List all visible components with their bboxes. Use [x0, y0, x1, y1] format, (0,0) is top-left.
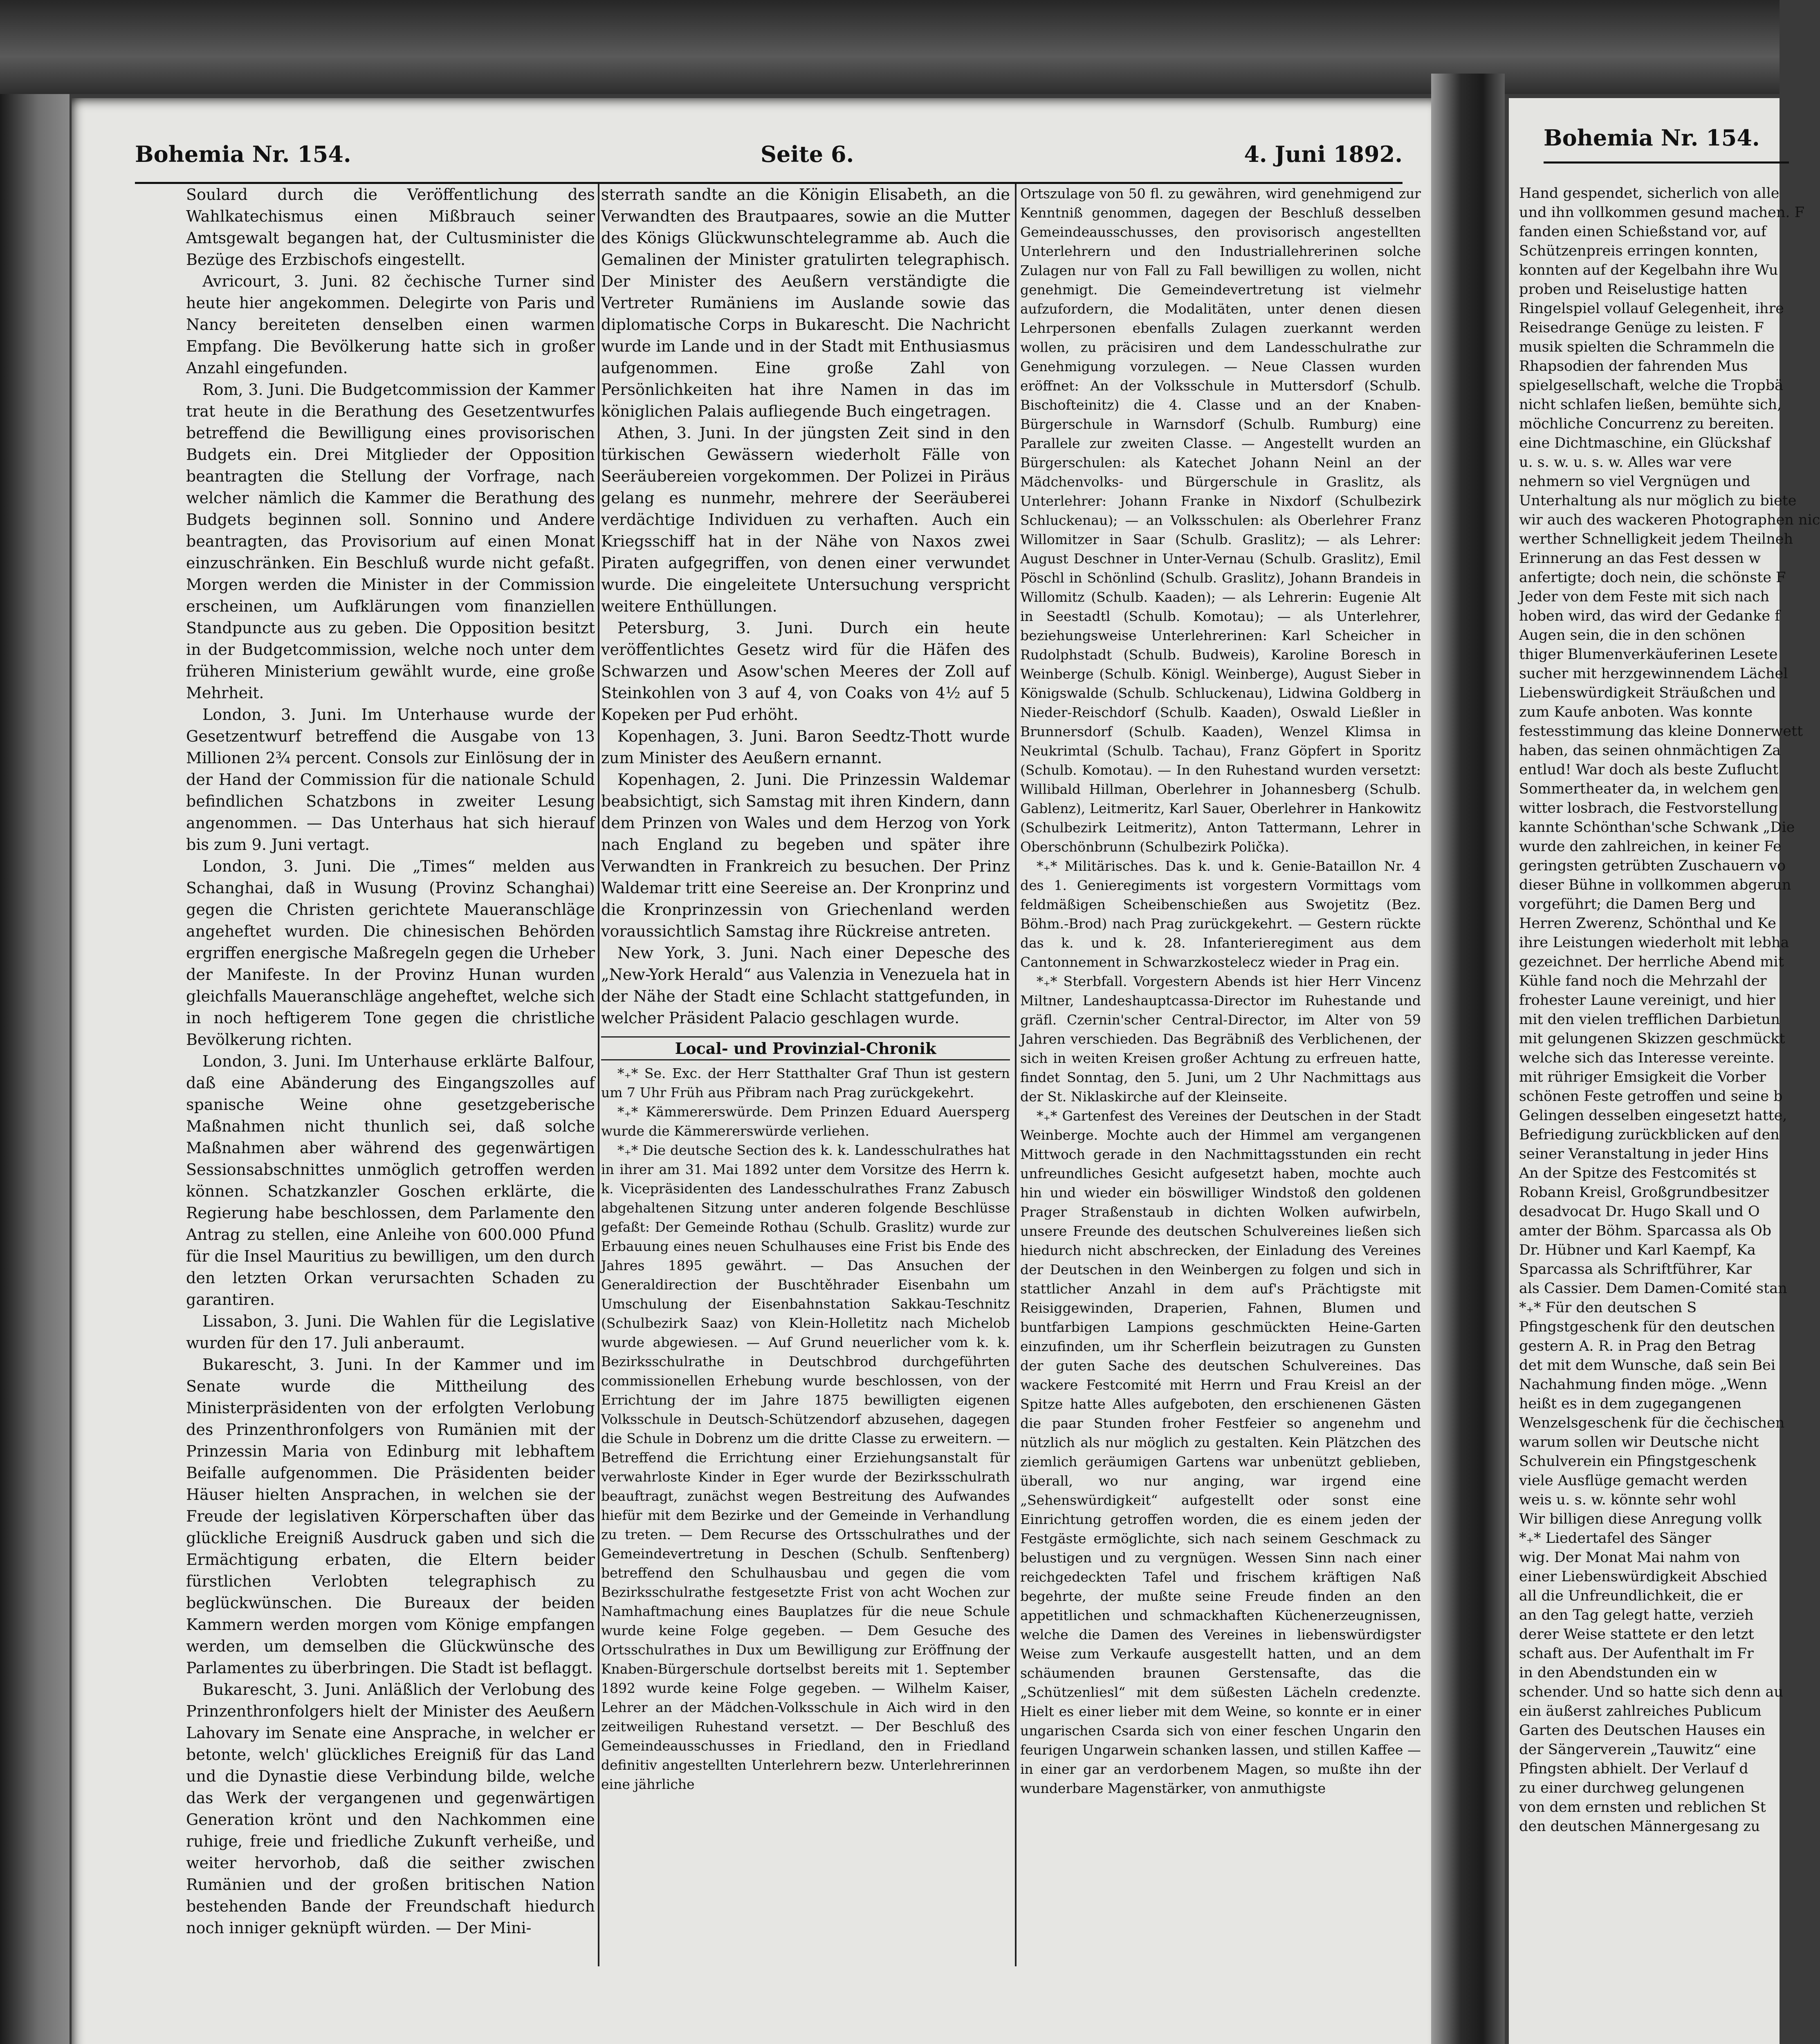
- text-line: festesstimmung das kleine Donnerwett: [1519, 723, 1803, 740]
- article-paragraph: *₊* Sterbfall. Vorgestern Abends ist hier Herr Vincenz Miltner, Landeshauptcassa-Director im Ruhestande und gräfl. Czernin'scher Central-Director, im Alter von 59 Jahren verschieden. Das Begräbniß des Verblichenen, der sich in weiten Kreisen großer Achtung zu erfreuen hatte, findet Sonntag, den 5. Juni, um 2 Uhr Nachmittags aus der St. Niklaskirche auf der Kleinseite.: [1020, 973, 1421, 1105]
- text-line: ein äußerst zahlreiches Publicum: [1519, 1703, 1762, 1719]
- article-paragraph: Ortszulage von 50 fl. zu gewähren, wird genehmigend zur Kenntniß genommen, dagegen der Beschluß desselben Gemeindeausschusses, den provisorisch angestellten Unterlehrern und den Industriallehrerinen solche Zulagen nur von Fall zu Fall bewilligen zu wollen, nicht genehmigt. Die Gemeindevertretung ist vielmehr aufzufordern, die Modalitäten, unter denen diesen Lehrpersonen ebenfalls Zulagen zuerkannt werden wollen, zu präcisiren und dem Landesschulrathe zur Genehmigung vorzulegen. — Neue Classen wurden eröffnet: An der Volksschule in Muttersdorf (Schulb. Bischofteinitz) die 4. Classe und an der Knaben-Bürgerschule in Warnsdorf (Schulb. Rumburg) eine Parallele zur zweiten Classe. — Angestellt wurden an Bürgerschulen: als Katechet Johann Neinl an der Mädchenvolks- und Bürgerschule in Graslitz, als Unterlehrer: Johann Franke in Nixdorf (Schulbezirk Schluckenau); — an Volksschulen: als Oberlehrer Franz Willomitzer in Saar (Schulb. Graslitz); — als Lehrer: August Deschner in Unter-Vernau (Schulb. Graslitz), Emil Pöschl in Schönlind (Schulb. Graslitz), Johann Brandeis in Willomitz (Schulb. Kaaden); — als Lehrerin: Eugenie Alt in Seestadtl (Schulb. Komotau); — als Unterlehrer, beziehungsweise Unterlehrerinen: Karl Scheicher in Rudolphstadt (Schulb. Budweis), Karoline Boresch in Weinberge (Schulb. Königl. Weinberge), August Sieber in Königswalde (Schulb. Schluckenau), Lidwina Goldberg in Nieder-Reischdorf (Schulb. Kaaden), Oswald Ließler in Brunnersdorf (Schulb. Kaaden), Wenzel Klimsa in Neukrimtal (Schulb. Tachau), Franz Göpfert in Sporitz (Schulb. Komotau). — In den Ruhestand wurden versetzt: Willibald Hillman, Oberlehrer in Johannesberg (Schulb. Gablenz), Leitmeritz, Karl Sauer, Oberlehrer in Hankowitz (Schulbezirk Leitmeritz), Anton Tattermann, Lehrer in Oberschönbrunn (Schulbezirk Polička).: [1020, 186, 1421, 855]
- article-paragraph: Rom, 3. Juni. Die Budgetcommission der Kammer trat heute in die Berathung des Gesetzentwurfes betreffend die Bewilligung eines provisorischen Budgets ein. Drei Mitglieder der Opposition beantragten die Stellung der Vorfrage, nach welcher nämlich die Kammer die Berathung des Budgets beginnen soll. Sonnino und Andere beantragten, das Provisorium auf einen Monat einzuschränken. Ein Beschluß wurde nicht gefaßt. Morgen werden die Minister in der Commission erscheinen, um Aufklärungen vom finanziellen Standpuncte aus zu geben. Die Opposition besitzt in der Budgetcommission, welche noch unter dem früheren Ministerium gewählt wurde, eine große Mehrheit.: [186, 381, 595, 702]
- section-heading: Local- und Provinzial-Chronik: [601, 1036, 1010, 1060]
- article-paragraph: Soulard durch die Veröffentlichung des Wahlkatechismus einen Mißbrauch seiner Amtsgewalt begangen hat, der Cultusminister die Bezüge des Erzbischofs eingestellt.: [186, 186, 595, 269]
- article-paragraph: Kopenhagen, 3. Juni. Baron Seedtz-Thott wurde zum Minister des Aeußern ernannt.: [601, 727, 1010, 767]
- text-line: Rhapsodien der fahrenden Mus: [1519, 358, 1748, 374]
- text-line: hoben wird, das wird der Gedanke f: [1519, 608, 1780, 624]
- text-line: Pfingsten abhielt. Der Verlauf d: [1519, 1761, 1748, 1777]
- text-line: welche sich das Interesse vereinte.: [1519, 1050, 1775, 1066]
- article-paragraph: *₊* Gartenfest des Vereines der Deutschen in der Stadt Weinberge. Mochte auch der Himmel am vergangenen Mittwoch gerade in den Nachmittagsstunden ein recht unfreundliches Gesicht aufgesetzt haben, mochte auch hin und wieder ein böswilliger Windstoß den goldenen Prager Straßenstaub in dichten Wolken aufwirbeln, unsere Freunde des deutschen Schulvereines ließen sich hiedurch nicht abschrecken, der Einladung des Vereines der Deutschen in den Weinbergen zu folgen und sich in stattlicher Anzahl in dem auf's Prächtigste mit Reisiggewinden, Draperien, Fahnen, Blumen und buntfarbigen Lampions geschmückten Heine-Garten einzufinden, um ihr Scherflein beizutragen zu Gunsten der guten Sache des deutschen Schulvereines. Das wackere Festcomité mit Herrn und Frau Kreisl an der Spitze hatte Alles aufgeboten, den erschienenen Gästen die paar Stunden froher Festfeier so angenehm und nützlich als nur möglich zu gestalten. Kein Plätzchen des ziemlich geräumigen Gartens war unbenützt geblieben, überall, wo nur anging, war irgend eine „Sehenswürdigkeit“ aufgestellt oder sonst eine Einrichtung getroffen worden, die es einem jeden der Festgäste ermöglichte, sich nach seinem Geschmack zu belustigen und zu vergnügen. Wessen Sinn nach einer reichgedeckten Tafel und frischem kräftigen Naß begehrte, der mußte seine Freude finden an den appetitlichen und schmackhaften Küchenerzeugnissen, welche die Damen des Vereines in liebenswürdigster Weise zum Verkaufe ausgestellt hatten, und an dem schäumenden braunen Gerstensafte, das die „Schützenliesl“ mit dem süßesten Lächeln credenzte. Hielt es einer lieber mit dem Weine, so konnte er in einer ungarischen Csarda sich von einer feschen Ungarin den feurigen Ungarwein schanken lassen, und stillen Kaffee — in einer gar an verdorbenem Magen, so mußte ihn der wunderbare Magenstärker, von anmuthigste: [1020, 1108, 1421, 1796]
- text-line: Erinnerung an das Fest dessen w: [1519, 550, 1761, 567]
- text-line: vorgeführt; die Damen Berg und: [1519, 896, 1756, 912]
- text-line: in den Abendstunden ein w: [1519, 1665, 1717, 1681]
- text-line: Kühle fand noch die Mehrzahl der: [1519, 973, 1767, 989]
- text-line: heißt es in dem zugegangenen: [1519, 1396, 1741, 1412]
- text-line: amter der Böhm. Sparcassa als Ob: [1519, 1223, 1772, 1239]
- right-page-header: Bohemia Nr. 154.: [1544, 125, 1789, 164]
- text-line: der Sängerverein „Tauwitz“ eine: [1519, 1741, 1756, 1758]
- text-line: haben, das seinen ohnmächtigen Za: [1519, 742, 1781, 759]
- text-line: spielgesellschaft, welche die Tropbä: [1519, 377, 1783, 394]
- article-paragraph: Athen, 3. Juni. In der jüngsten Zeit sind in den türkischen Gewässern wiederholt Fälle von Seeräubereien vorgekommen. Der Polizei in Piräus gelang es nunmehr, mehrere der Seeräuberei verdächtige Individuen zu verhaften. Auch ein Kriegsschiff hat in der Nähe von Naxos zwei Piraten aufgegriffen, von denen einer verwundet wurde. Die eingeleitete Untersuchung verspricht weitere Enthüllungen.: [601, 424, 1010, 615]
- text-line: schönen Feste getroffen und seine b: [1519, 1088, 1783, 1105]
- text-line: desadvocat Dr. Hugo Skall und O: [1519, 1204, 1760, 1220]
- article-paragraph: New York, 3. Juni. Nach einer Depesche des „New-York Herald“ aus Valenzia in Venezuela hat in der Nähe der Stadt eine Schlacht stattgefunden, in welcher Präsident Palacio geschlagen wurde.: [601, 944, 1010, 1027]
- text-line: Ringelspiel vollauf Gelegenheit, ihre: [1519, 300, 1784, 317]
- text-line: Pfingstgeschenk für den deutschen: [1519, 1319, 1775, 1335]
- article-paragraph: Petersburg, 3. Juni. Durch ein heute veröffentlichtes Gesetz wird für die Häfen des Schwarzen und Asow'schen Meeres der Zoll auf Steinkohlen von 3 auf 4, von Coaks von 4½ auf 5 Kopeken per Pud erhöht.: [601, 619, 1010, 724]
- text-line: wir auch des wackeren Photographen nic: [1519, 512, 1820, 528]
- text-line: musik spielten die Schrammeln die: [1519, 339, 1775, 355]
- text-line: weis u. s. w. könnte sehr wohl: [1519, 1492, 1737, 1508]
- article-paragraph: Kopenhagen, 2. Juni. Die Prinzessin Waldemar beabsichtigt, sich Samstag mit ihren Kindern, dann dem Prinzen von Wales und dem Herzog von York nach England zu begeben und später ihre Verwandten in Frankreich zu besuchen. Der Prinz Waldemar tritt eine Seereise an. Der Kronprinz und die Kronprinzessin von Griechenland werden voraussichtlich Samstag ihre Rückreise antreten.: [601, 771, 1010, 940]
- text-line: an den Tag gelegt hatte, verzieh: [1519, 1607, 1754, 1623]
- article-paragraph: Bukarescht, 3. Juni. Anläßlich der Verlobung des Prinzenthronfolgers hielt der Minister des Aeußern Lahovary im Senate eine Ansprache, in welcher er betonte, welch' glückliches Ereigniß für das Land und die Dynastie diese Verbindung bilde, welche das Werk der vergangenen und gegenwärtigen Generation krönt und den Nachkommen eine ruhige, freie und friedliche Zukunft verheiße, und weiter hervorhob, daß die seither zwischen Rumänien und der großen britischen Nation bestehenden Bande der Freundschaft hiedurch noch inniger geknüpft würden. — Der Mini-: [186, 1681, 595, 1937]
- text-line: dieser Bühne in vollkommen abgerun: [1519, 877, 1791, 893]
- text-line: anfertigte; doch nein, die schönste F: [1519, 569, 1786, 586]
- text-line: Sparcassa als Schriftführer, Kar: [1519, 1261, 1752, 1278]
- header-paper-name: Bohemia Nr. 154.: [135, 141, 351, 167]
- scan-background-top: [0, 0, 1780, 94]
- text-line: Herren Zwerenz, Schönthal und Ke: [1519, 915, 1776, 932]
- text-line: eine Dichtmaschine, ein Glückshaf: [1519, 435, 1771, 451]
- article-paragraph: Bukarescht, 3. Juni. In der Kammer und im Senate wurde die Mittheilung des Ministerpräsidenten von der erfolgten Verlobung des Prinzenthronfolgers von Rumänien mit der Prinzessin Maria von Edinburg mit lebhaftem Beifalle aufgenommen. Die Präsidenten beider Häuser hielten Ansprachen, in welchen sie der Freude der legislativen Körperschaften über das glückliche Ereigniß Ausdruck gaben und sich die Ermächtigung erbaten, die Eltern beider fürstlichen Verlobten telegraphisch zu beglückwünschen. Die Bureaux der beiden Kammern werden morgen vom Könige empfangen werden, um demselben die Glückwünsche des Parlamentes zu überbringen. Die Stadt ist beflaggt.: [186, 1356, 595, 1677]
- text-line: Nachahmung finden möge. „Wenn: [1519, 1376, 1767, 1393]
- article-paragraph: London, 3. Juni. Im Unterhause wurde der Gesetzentwurf betreffend die Ausgabe von 13 Millionen 2¾ percent. Consols zur Einlösung der in der Hand der Commission für die nationale Schuld befindlichen Schatzbons in zweiter Lesung angenommen. — Das Unterhaus hat sich hierauf bis zum 9. Juni vertagt.: [186, 706, 595, 854]
- text-line: *₊* Liedertafel des Sänger: [1519, 1530, 1711, 1546]
- article-paragraph: *₊* Kämmererswürde. Dem Prinzen Eduard Auersperg wurde die Kämmererswürde verliehen.: [601, 1104, 1010, 1139]
- text-line: Wir billigen diese Anregung vollk: [1519, 1511, 1762, 1527]
- text-line: derer Weise stattete er den letzt: [1519, 1626, 1754, 1643]
- text-line: thiger Blumenverkäuferinen Lesete: [1519, 646, 1778, 663]
- text-line: werther Schnelligkeit jedem Theilneh: [1519, 531, 1793, 547]
- header-date: 4. Juni 1892.: [1244, 141, 1403, 167]
- text-line: witter losbrach, die Festvorstellung: [1519, 800, 1778, 816]
- text-line: warum sollen wir Deutsche nicht: [1519, 1434, 1759, 1450]
- article-paragraph: Avricourt, 3. Juni. 82 čechische Turner sind heute hier angekommen. Delegirte von Paris und Nancy bereiteten denselben einen warmen Empfang. Die Bevölkerung hatte sich in großer Anzahl eingefunden.: [186, 272, 595, 377]
- text-line: *₊* Für den deutschen S: [1519, 1300, 1697, 1316]
- text-line: und ihn vollkommen gesund machen. F: [1519, 204, 1804, 221]
- column-rule: [1015, 184, 1017, 1966]
- text-line: Sommertheater da, in welchem gen: [1519, 781, 1779, 797]
- text-line: schender. Und so hatte sich denn au: [1519, 1684, 1783, 1700]
- text-line: zu einer durchweg gelungenen: [1519, 1780, 1745, 1796]
- text-line: Robann Kreisl, Großgrundbesitzer: [1519, 1184, 1769, 1201]
- text-line: den deutschen Männergesang zu: [1519, 1818, 1760, 1835]
- text-line: Liebenswürdigkeit Sträußchen und: [1519, 685, 1776, 701]
- text-line: wurde den zahlreichen, in keiner Fe: [1519, 838, 1782, 855]
- text-line: Garten des Deutschen Hauses ein: [1519, 1722, 1766, 1739]
- column-1: [186, 184, 595, 1966]
- text-line: Hand gespendet, sicherlich von alle: [1519, 185, 1780, 202]
- text-line: proben und Reiselustige hatten: [1519, 281, 1748, 298]
- text-line: wig. Der Monat Mai nahm von: [1519, 1549, 1740, 1566]
- text-line: ihre Leistungen wiederholt mit lebha: [1519, 935, 1789, 951]
- text-line: mit den vielen trefflichen Darbietun: [1519, 1011, 1780, 1028]
- column-rule: [598, 184, 599, 1966]
- column-2: [601, 184, 1010, 1966]
- text-line: Befriedigung zurückblicken auf den: [1519, 1127, 1780, 1143]
- text-line: sucher mit herzgewinnendem Lächel: [1519, 666, 1788, 682]
- column-3: [1020, 184, 1421, 1966]
- text-line: all die Unfreundlichkeit, die er: [1519, 1588, 1743, 1604]
- text-line: Wenzelsgeschenk für die čechischen: [1519, 1415, 1785, 1431]
- text-line: kannte Schönthan'sche Schwank „Die: [1519, 819, 1795, 836]
- text-line: Schulverein ein Pfingstgeschenk: [1519, 1453, 1756, 1470]
- text-line: Unterhaltung als nur möglich zu biete: [1519, 493, 1797, 509]
- column-4-cropped: [1519, 184, 1820, 1966]
- text-line: Schützenpreis erringen konnten,: [1519, 243, 1759, 259]
- text-line: möchliche Concurrenz zu bereiten.: [1519, 416, 1774, 432]
- text-line: als Cassier. Dem Damen-Comité stan: [1519, 1280, 1787, 1297]
- article-paragraph: sterrath sandte an die Königin Elisabeth, an die Verwandten des Brautpaares, sowie an die Mutter des Königs Glückwunschtelegramme ab. Auch die Gemalinen der Minister gratulirten telegraphisch. Der Minister des Aeußern verständigte die Vertreter Rumäniens im Auslande sowie das diplomatische Corps in Bukarescht. Die Nachricht wurde im Lande und in der Stadt mit Enthusiasmus aufgenommen. Eine große Zahl von Persönlichkeiten hat ihre Namen in das im königlichen Palais aufliegende Buch eingetragen.: [601, 186, 1010, 420]
- text-line: viele Ausflüge gemacht werden: [1519, 1472, 1748, 1489]
- text-line: entlud! War doch als beste Zuflucht: [1519, 762, 1779, 778]
- header-page-number: Seite 6.: [761, 141, 854, 167]
- text-line: Jeder von dem Feste mit sich nach: [1519, 589, 1770, 605]
- text-line: u. s. w. u. s. w. Alles war vere: [1519, 454, 1732, 471]
- text-line: schaft aus. Der Aufenthalt im Fr: [1519, 1645, 1754, 1662]
- scan-background-left: [0, 94, 70, 2044]
- text-line: zum Kaufe anboten. Was konnte: [1519, 704, 1753, 720]
- text-line: frohester Laune vereinigt, und hier: [1519, 992, 1776, 1009]
- text-line: nehmern so viel Vergnügen und: [1519, 473, 1750, 490]
- text-line: nicht schlafen ließen, bemühte sich,: [1519, 397, 1782, 413]
- article-paragraph: *₊* Militärisches. Das k. und k. Genie-Bataillon Nr. 4 des 1. Genieregiments ist vorgestern Vormittags vom feldmäßigen Scheibenschießen aus Swojetitz (Bez. Böhm.-Brod) nach Prag zurückgekehrt. — Gestern rückte das k. und k. 28. Infanterieregiment aus dem Cantonnement in Schwarzkostelecz wieder in Prag ein.: [1020, 858, 1421, 970]
- text-line: seiner Veranstaltung in jeder Hins: [1519, 1146, 1769, 1162]
- text-line: Dr. Hübner und Karl Kaempf, Ka: [1519, 1242, 1756, 1258]
- text-line: konnten auf der Kegelbahn ihre Wu: [1519, 262, 1778, 278]
- text-line: An der Spitze des Festcomités st: [1519, 1165, 1757, 1181]
- text-line: geringsten getrübten Zuschauern vo: [1519, 858, 1786, 874]
- text-line: Gelingen desselben eingesetzt hatte,: [1519, 1107, 1787, 1124]
- text-line: det mit dem Wunsche, daß sein Bei: [1519, 1357, 1775, 1374]
- text-line: Reisedrange Genüge zu leisten. F: [1519, 320, 1764, 336]
- book-binding-gutter: [1431, 74, 1505, 2044]
- article-paragraph: London, 3. Juni. Im Unterhause erklärte Balfour, daß eine Abänderung des Eingangszolles auf spanische Weine ohne gesetzgeberische Maßnahmen nicht thunlich sei, daß solche Maßnahmen aber während des gegenwärtigen Sessionsabschnittes unmöglich getroffen werden können. Schatzkanzler Goschen erklärte, die Regierung habe beschlossen, dem Parlamente den Antrag zu stellen, eine Anleihe von 600.000 Pfund für die Insel Mauritius zu bewilligen, um den durch den letzten Orkan verursachten Schaden zu garantiren.: [186, 1052, 595, 1309]
- text-line: von dem ernsten und reblichen St: [1519, 1799, 1766, 1815]
- text-line: gestern A. R. in Prag den Betrag: [1519, 1338, 1756, 1354]
- article-paragraph: *₊* Die deutsche Section des k. k. Landesschulrathes hat in ihrer am 31. Mai 1892 unter dem Vorsitze des Herrn k. k. Vicepräsidenten des Landesschulrathes Franz Zabusch abgehaltenen Sitzung unter anderen folgende Beschlüsse gefaßt: Der Gemeinde Rothau (Schulb. Graslitz) wurde zur Erbauung eines neuen Schulhauses eine Frist bis Ende des Jahres 1895 gewährt. — Das Ansuchen der Generaldirection der Buschtěhrader Eisenbahn um Umschulung der Eisenbahnstation Sakkau-Teschnitz (Schulbezirk Saaz) von Klein-Holletitz nach Michelob wurde abgewiesen. — Auf Grund neuerlicher vom k. k. Bezirksschulrathe in Deutschbrod durchgeführten commissionellen Erhebung wurde beschlossen, von der Errichtung der im Jahre 1875 bewilligten eigenen Volksschule in Deutsch-Schützendorf abzusehen, dagegen die Schule in Dobrenz um die dritte Classe zu erweitern. — Betreffend die Errichtung einer Erziehungsanstalt für verwahrloste Kinder in Eger wurde der Bezirksschulrath beauftragt, zunächst wegen Bestreitung des Aufwandes hiefür mit dem Bezirke und der Gemeinde in Verhandlung zu treten. — Dem Recurse des Ortsschulrathes und der Gemeindevertretung in Deschen (Schulb. Senftenberg) betreffend den Schulhausbau und gegen die vom Bezirksschulrathe festgesetzte Frist von acht Wochen zur Namhaftmachung eines Bauplatzes für die neue Schule wurde keine Folge gegeben. — Dem Gesuche des Ortsschulrathes in Dux um Bewilligung zur Eröffnung der Knaben-Bürgerschule dortselbst bereits mit 1. September 1892 wurde keine Folge gegeben. — Wilhelm Kaiser, Lehrer an der Mädchen-Volksschule in Aich wird in den zeitweiligen Ruhestand versetzt. — Der Beschluß des Gemeindeausschusses in Friedland, den in Friedland definitiv angestellten Unterlehrern bezw. Unterlehrerinnen eine jährliche: [601, 1142, 1010, 1792]
- article-paragraph: Lissabon, 3. Juni. Die Wahlen für die Legislative wurden für den 17. Juli anberaumt.: [186, 1312, 595, 1352]
- text-line: mit rühriger Emsigkeit die Vorber: [1519, 1069, 1766, 1085]
- article-paragraph: London, 3. Juni. Die „Times“ melden aus Schanghai, daß in Wusung (Provinz Schanghai) gegen die Christen gerichtete Maueranschläge angeheftet wurden. Die chinesischen Behörden ergriffen energische Maßregeln gegen die Urheber der Manifeste. In der Provinz Hunan wurden gleichfalls Maueranschläge angeheftet, welche sich in noch heftigerem Tone gegen die christliche Bevölkerung richten.: [186, 857, 595, 1049]
- text-line: mit gelungenen Skizzen geschmückt: [1519, 1031, 1785, 1047]
- text-line: einer Liebenswürdigkeit Abschied: [1519, 1569, 1768, 1585]
- text-line: Augen sein, die in den schönen: [1519, 627, 1746, 643]
- text-line: gezeichnet. Der herrliche Abend mit: [1519, 954, 1784, 970]
- article-paragraph: *₊* Se. Exc. der Herr Statthalter Graf Thun ist gestern um 7 Uhr Früh aus Přibram nach Prag zurückgekehrt.: [601, 1065, 1010, 1100]
- page-header: [135, 141, 1403, 184]
- text-line: fanden einen Schießstand vor, auf: [1519, 224, 1766, 240]
